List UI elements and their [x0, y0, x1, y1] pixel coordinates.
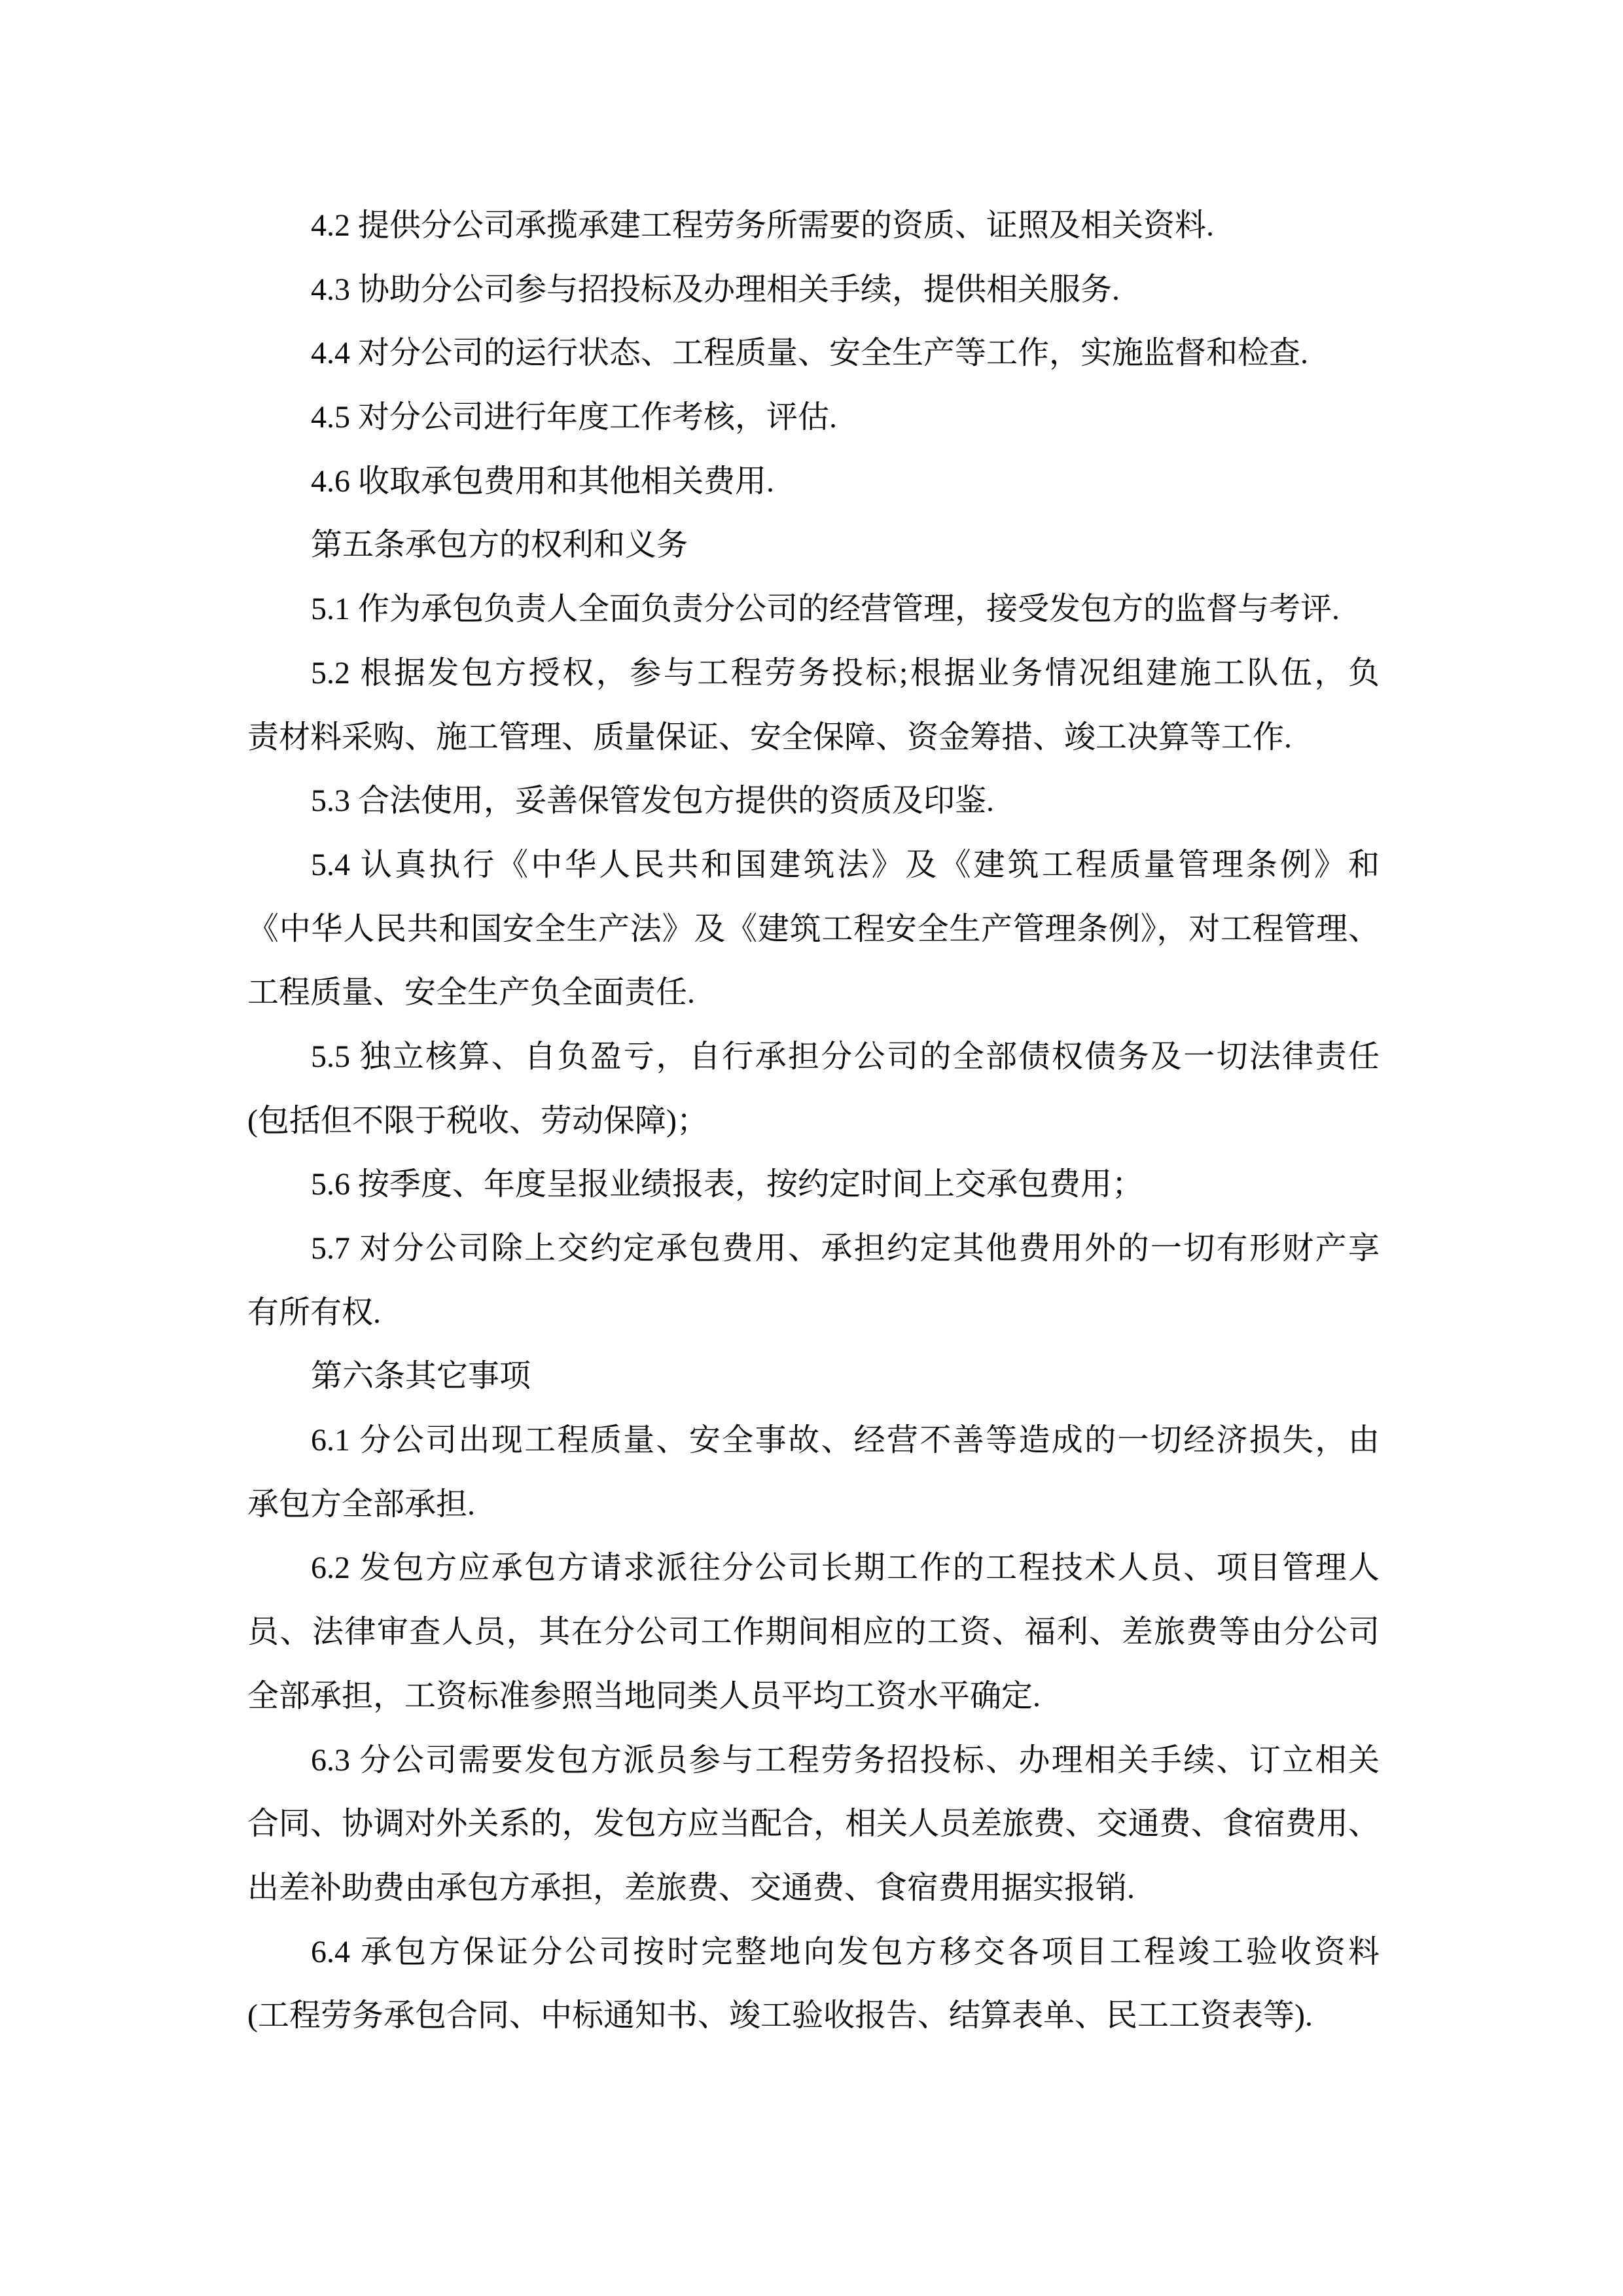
- document-line: 承包方全部承担.: [247, 1486, 476, 1522]
- document-line: 责材料采购、施工管理、质量保证、安全保障、资金筹措、竣工决算等工作.: [247, 719, 1293, 755]
- document-line: 员、法律审查人员，其在分公司工作期间相应的工资、福利、差旅费等由分公司: [247, 1615, 1380, 1650]
- document-line: 5.1 作为承包负责人全面负责分公司的经营管理，接受发包方的监督与考评.: [311, 592, 1340, 627]
- document-line: 5.6 按季度、年度呈报业绩报表，按约定时间上交承包费用；: [311, 1167, 1144, 1202]
- document-line: 6.4 承包方保证分公司按时完整地向发包方移交各项目工程竣工验收资料: [311, 1934, 1380, 1969]
- document-line: 4.5 对分公司进行年度工作考核，评估.: [311, 400, 838, 435]
- document-line: 6.2 发包方应承包方请求派往分公司长期工作的工程技术人员、项目管理人: [311, 1551, 1380, 1586]
- document-line: 《中华人民共和国安全生产法》及《建筑工程安全生产管理条例》，对工程管理、: [247, 911, 1380, 946]
- document-line: 工程质量、安全生产负全面责任.: [247, 975, 696, 1011]
- document-line: 全部承担，工资标准参照当地同类人员平均工资水平确定.: [247, 1678, 1041, 1713]
- document-line: 4.3 协助分公司参与招投标及办理相关手续，提供相关服务.: [311, 272, 1120, 307]
- document-section-heading: 第六条其它事项: [311, 1359, 531, 1394]
- document-line: 6.3 分公司需要发包方派员参与工程劳务招投标、办理相关手续、订立相关: [311, 1742, 1380, 1778]
- document-section-heading: 第五条承包方的权利和义务: [311, 528, 688, 563]
- document-line: 有所有权.: [247, 1295, 382, 1330]
- document-line: 出差补助费由承包方承担，差旅费、交通费、食宿费用据实报销.: [247, 1870, 1135, 1905]
- document-line: 5.5 独立核算、自负盈亏，自行承担分公司的全部债权债务及一切法律责任: [311, 1039, 1380, 1074]
- document-line: 6.1 分公司出现工程质量、安全事故、经营不善等造成的一切经济损失，由: [311, 1423, 1380, 1458]
- document-line: 合同、协调对外关系的，发包方应当配合，相关人员差旅费、交通费、食宿费用、: [247, 1806, 1380, 1842]
- document-line: 4.4 对分公司的运行状态、工程质量、安全生产等工作，实施监督和检查.: [311, 336, 1309, 371]
- contract-text-block: [247, 194, 1380, 2048]
- document-line: 5.4 认真执行《中华人民共和国建筑法》及《建筑工程质量管理条例》和: [311, 847, 1380, 882]
- document-line: (包括但不限于税收、劳动保障)；: [247, 1103, 708, 1138]
- document-line: 4.6 收取承包费用和其他相关费用.: [311, 463, 775, 499]
- document-line: 4.2 提供分公司承揽承建工程劳务所需要的资质、证照及相关资料.: [311, 208, 1215, 243]
- document-line: 5.3 合法使用，妥善保管发包方提供的资质及印鉴.: [311, 783, 995, 819]
- document-line: 5.2 根据发包方授权，参与工程劳务投标;根据业务情况组建施工队伍，负: [311, 655, 1380, 691]
- document-line: (工程劳务承包合同、中标通知书、竣工验收报告、结算表单、民工工资表等).: [247, 1998, 1313, 2034]
- document-line: 5.7 对分公司除上交约定承包费用、承担约定其他费用外的一切有形财产享: [311, 1231, 1380, 1266]
